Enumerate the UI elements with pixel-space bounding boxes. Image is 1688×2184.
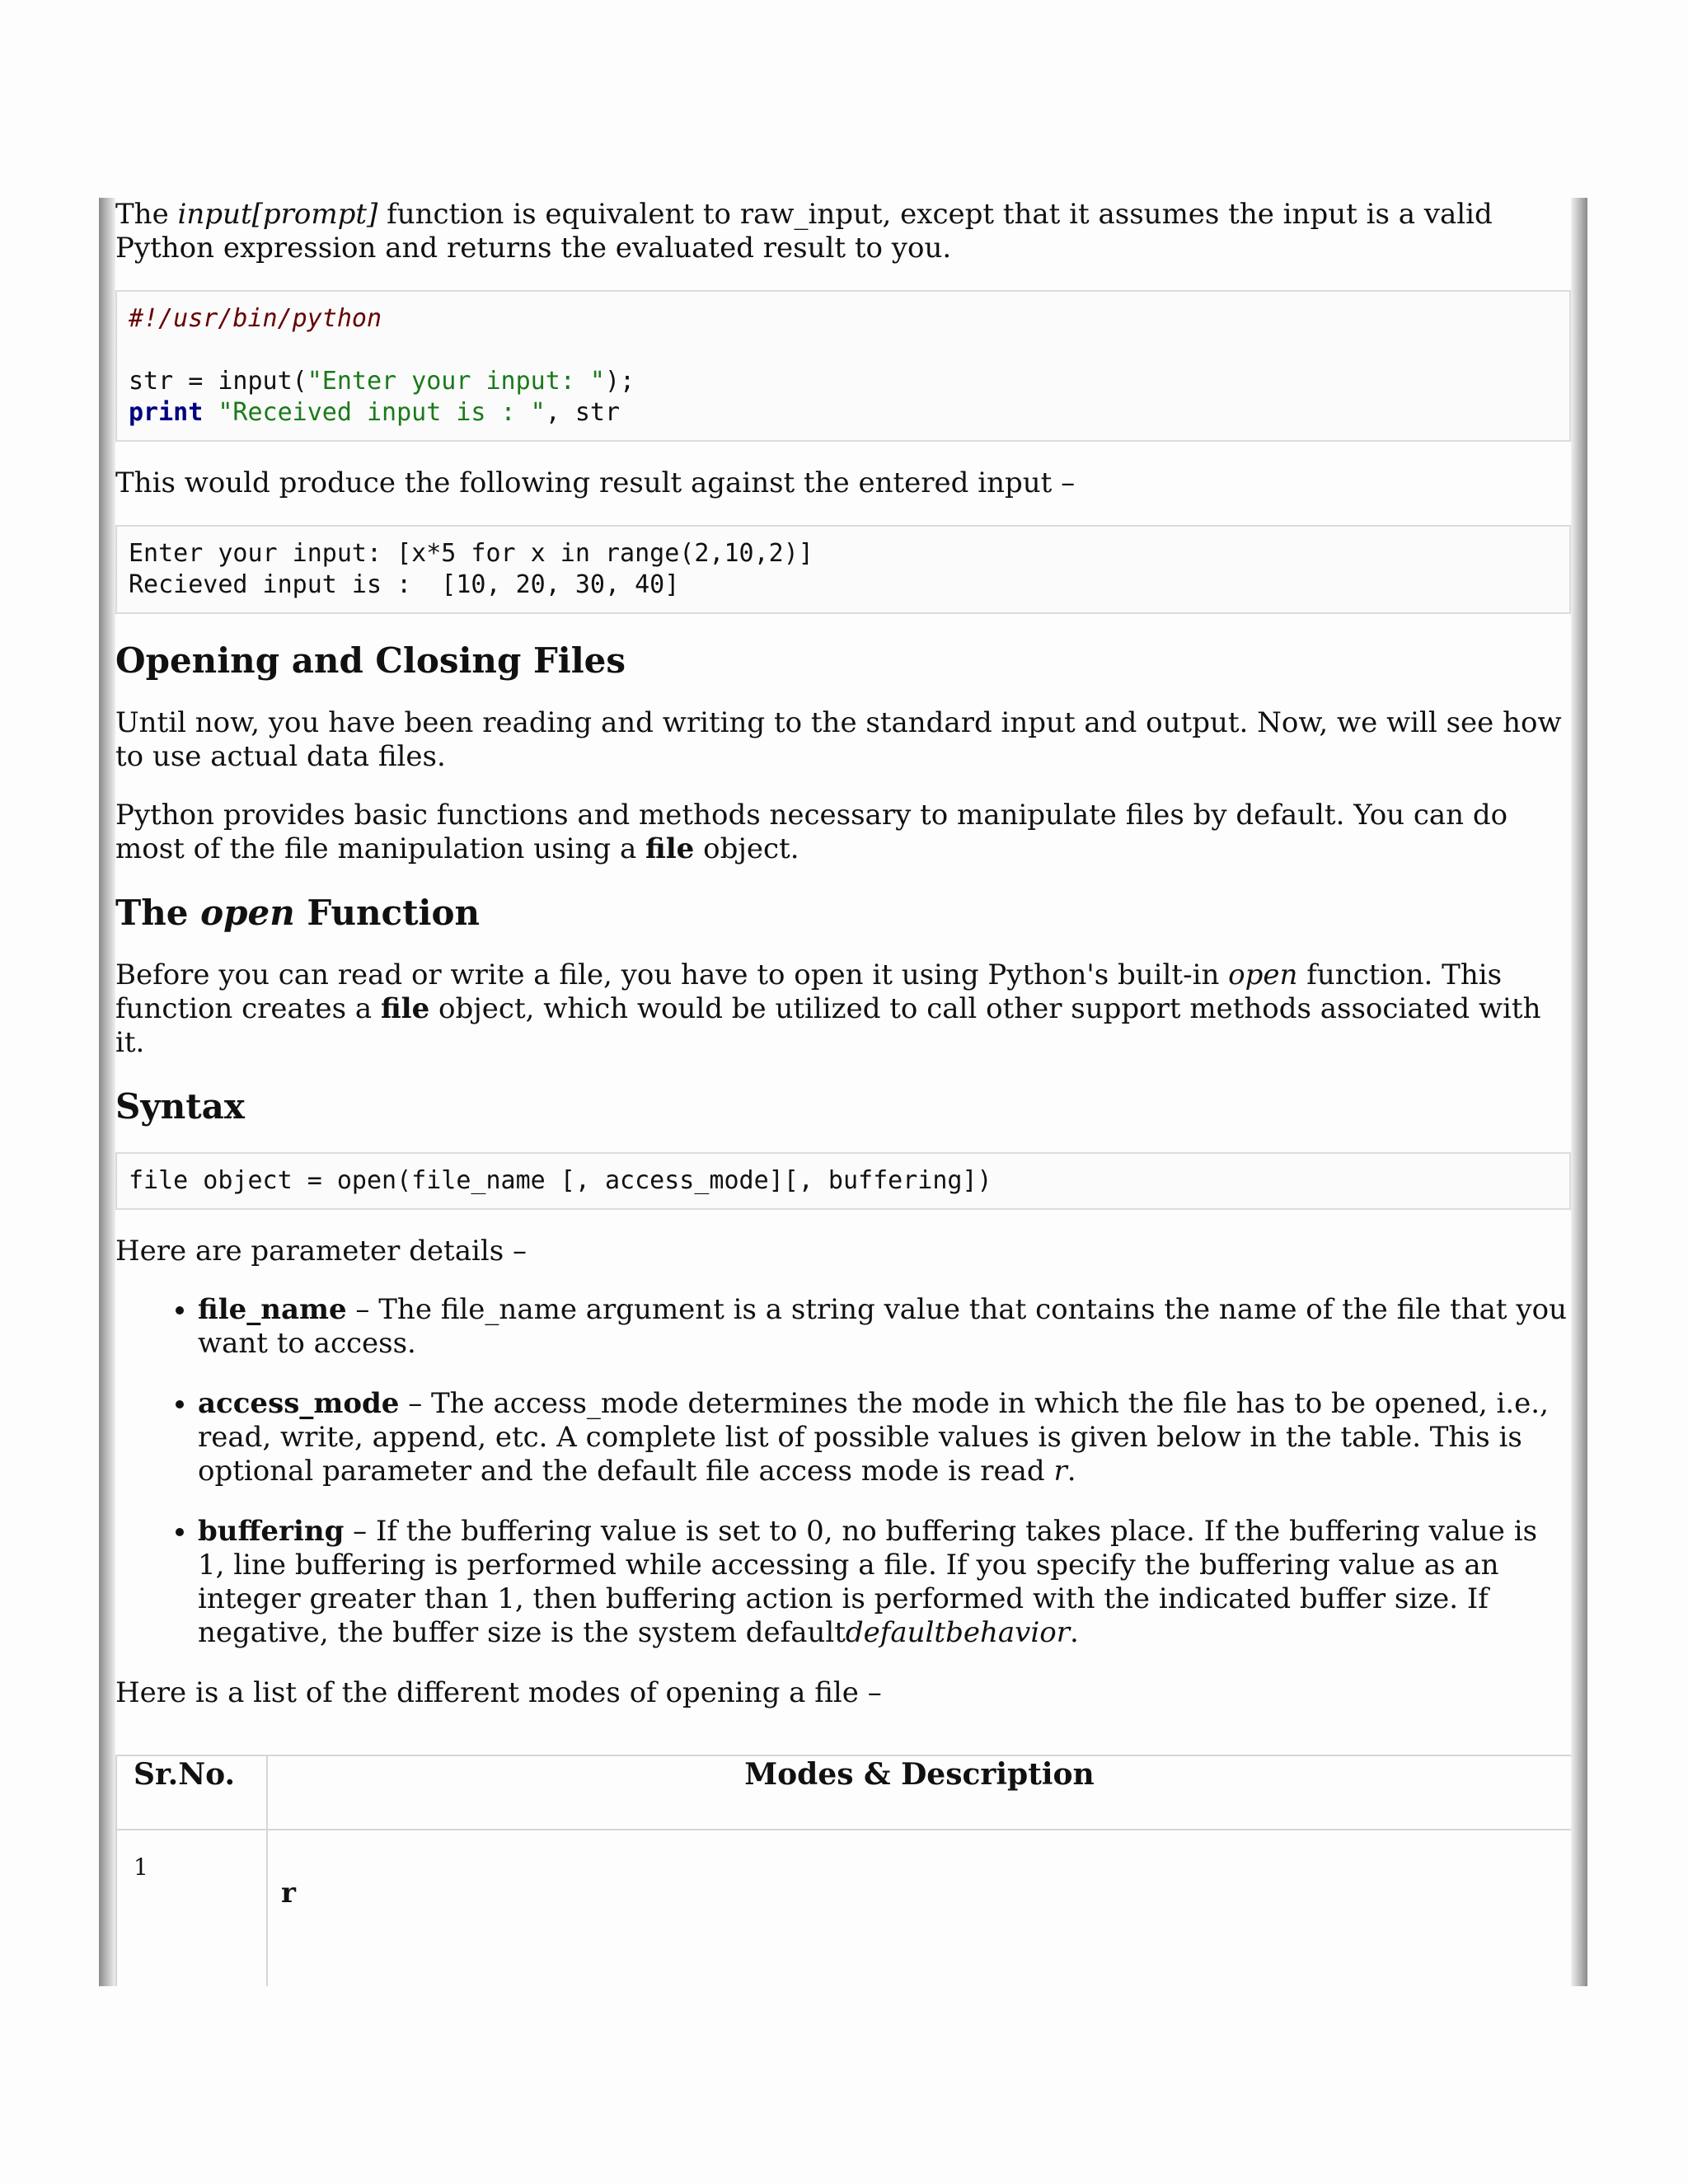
code-block-input-example bbox=[115, 290, 1571, 442]
heading-open-function bbox=[115, 893, 1571, 934]
result-intro-paragraph: This would produce the following result against the entered input – bbox=[115, 466, 1076, 499]
output-line-1: Enter your input: [x*5 for x in range(2,10,2)] bbox=[129, 539, 814, 568]
output-line-2: Recieved input is : [10, 20, 30, 40] bbox=[129, 570, 680, 599]
open-para-b: function. This function creates a bbox=[115, 958, 1503, 1025]
page-left-edge bbox=[99, 198, 115, 1986]
open-para-c: object, which would be utilized to call other support methods associated with it. bbox=[115, 992, 1541, 1059]
list-item bbox=[198, 1387, 1571, 1488]
intro-paragraph bbox=[115, 198, 1571, 265]
param-desc-end: . bbox=[1069, 1616, 1079, 1649]
table-header-srno: Sr.No. bbox=[116, 1755, 267, 1830]
files-paragraph-2 bbox=[115, 799, 1571, 866]
code-line3-b: , str bbox=[545, 398, 621, 427]
table-header-row bbox=[116, 1755, 1571, 1830]
list-item bbox=[198, 1293, 1571, 1361]
parameter-list bbox=[115, 1293, 1571, 1650]
open-para-em: open bbox=[1228, 958, 1298, 991]
open-heading-a: The bbox=[115, 893, 201, 933]
output-block bbox=[115, 525, 1571, 614]
intro-func-arg: [prompt] bbox=[251, 198, 378, 231]
param-desc-em: r bbox=[1053, 1455, 1067, 1488]
code-line3-string: "Received input is : " bbox=[218, 398, 546, 427]
open-paragraph bbox=[115, 958, 1571, 1060]
param-desc: – The file_name argument is a string value that contains the name of the file that you want to access. bbox=[198, 1293, 1567, 1360]
open-heading-b: Function bbox=[294, 893, 481, 933]
files-para2-b: object. bbox=[694, 832, 799, 865]
param-name: file_name bbox=[198, 1293, 347, 1326]
table-header-modes: Modes & Description bbox=[267, 1755, 1571, 1830]
param-name: access_mode bbox=[198, 1387, 400, 1420]
open-para-a: Before you can read or write a file, you have to open it using Python's built-in bbox=[115, 958, 1229, 991]
code-line2-a: str = input( bbox=[129, 367, 307, 396]
document-content bbox=[115, 198, 1571, 1986]
intro-prefix: The bbox=[115, 198, 178, 231]
code-line3-keyword: print bbox=[129, 398, 204, 427]
modes-table bbox=[115, 1755, 1571, 1986]
code-line2-b: ); bbox=[604, 367, 635, 396]
code-shebang: #!/usr/bin/python bbox=[129, 304, 382, 333]
files-para2-bold: file bbox=[645, 832, 695, 865]
intro-suffix: function is equivalent to raw_input, except that it assumes the input is a valid Python expression and returns the evaluated result to you. bbox=[115, 198, 1493, 265]
syntax-code-block: file object = open(file_name [, access_mode][, buffering]) bbox=[115, 1152, 1571, 1210]
open-para-bold: file bbox=[380, 992, 430, 1025]
page-right-edge bbox=[1571, 198, 1587, 1986]
list-item bbox=[198, 1515, 1571, 1650]
open-heading-em: open bbox=[200, 893, 295, 933]
param-name: buffering bbox=[198, 1515, 345, 1548]
intro-func-name: input bbox=[177, 198, 252, 231]
param-desc: – If the buffering value is set to 0, no buffering takes place. If the buffering value is 1, line buffering is performed while accessing a file. If you specify the buffering value as an integer greater than 1, then buffering action is performed with the indicated buffer size. If negative, the buffer size is the system default bbox=[198, 1515, 1538, 1649]
param-intro-paragraph: Here are parameter details – bbox=[115, 1235, 527, 1268]
table-cell-mode: r bbox=[267, 1830, 1571, 1986]
param-desc-em: defaultbehavior bbox=[845, 1616, 1070, 1649]
table-row bbox=[116, 1830, 1571, 1986]
heading-syntax: Syntax bbox=[115, 1086, 245, 1127]
table-cell-number: 1 bbox=[116, 1830, 267, 1986]
param-desc: – The access_mode determines the mode in which the file has to be opened, i.e., read, write, append, etc. A complete list of possible values is given below in the table. This is optional parameter and the default file access mode is read bbox=[198, 1387, 1549, 1488]
modes-intro-paragraph: Here is a list of the different modes of opening a file – bbox=[115, 1676, 882, 1709]
files-paragraph-1: Until now, you have been reading and writing to the standard input and output. Now, we will see how to use actual data files. bbox=[115, 706, 1562, 773]
param-desc-end: . bbox=[1067, 1455, 1076, 1488]
files-para2-a: Python provides basic functions and methods necessary to manipulate files by default. You can do most of the file manipulation using a bbox=[115, 799, 1508, 865]
heading-opening-closing-files: Opening and Closing Files bbox=[115, 640, 626, 681]
code-line2-string: "Enter your input: " bbox=[307, 367, 605, 396]
